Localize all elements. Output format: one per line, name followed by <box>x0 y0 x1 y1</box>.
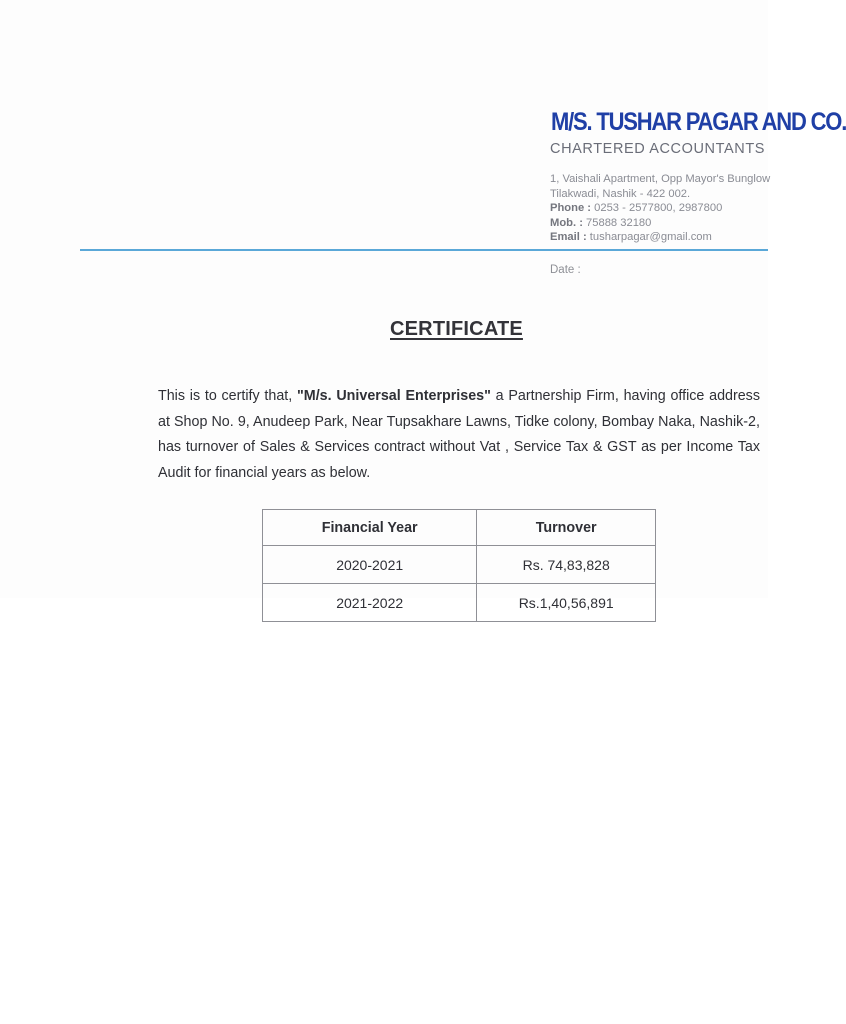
turnover-table <box>262 509 656 622</box>
cell-year: 2021-2022 <box>263 584 477 622</box>
certificate-title: CERTIFICATE <box>390 318 523 340</box>
cell-turnover: Rs. 74,83,828 <box>477 546 656 584</box>
body-prefix: This is to certify that, <box>158 388 297 404</box>
cell-year: 2020-2021 <box>263 546 477 584</box>
mobile-label: Mob. : <box>550 216 583 229</box>
letterhead-divider <box>80 249 768 251</box>
table-row <box>263 584 656 622</box>
email-value: tusharpagar@gmail.com <box>589 231 712 244</box>
phone-label: Phone : <box>550 202 592 215</box>
phone-line <box>550 201 770 216</box>
mobile-value: 75888 32180 <box>586 216 652 229</box>
date-label: Date : <box>550 264 581 276</box>
mobile-line <box>550 216 770 231</box>
certificate-body <box>158 384 760 486</box>
phone-value: 0253 - 2577800, 2987800 <box>594 202 723 215</box>
address-line-1: 1, Vaishali Apartment, Opp Mayor's Bunglow <box>550 173 771 185</box>
cell-turnover: Rs.1,40,56,891 <box>477 584 656 622</box>
header-turnover: Turnover <box>477 510 656 546</box>
firm-name: M/S. TUSHAR PAGAR AND CO. <box>551 107 846 136</box>
email-line <box>550 230 770 245</box>
firm-quoted-name: "M/s. Universal Enterprises" <box>297 388 491 404</box>
firm-type: CHARTERED ACCOUNTANTS <box>550 141 766 157</box>
table-header-row <box>263 510 656 546</box>
address-line-2: Tilakwadi, Nashik - 422 002. <box>550 187 691 200</box>
body-rest: a Partnership Firm, having office address at Shop No. 9, Anudeep Park, Near Tupsakhare Lawns, Tidke colony, Bombay Naka, Nashik-2, has turnover of Sales & Services contract without Vat , Service Tax & GST as per Income Tax Audit for financial years as below. <box>158 388 760 481</box>
firm-address-block <box>550 172 770 245</box>
header-financial-year: Financial Year <box>263 510 477 546</box>
email-label: Email : <box>550 231 587 244</box>
table-row <box>263 546 656 584</box>
